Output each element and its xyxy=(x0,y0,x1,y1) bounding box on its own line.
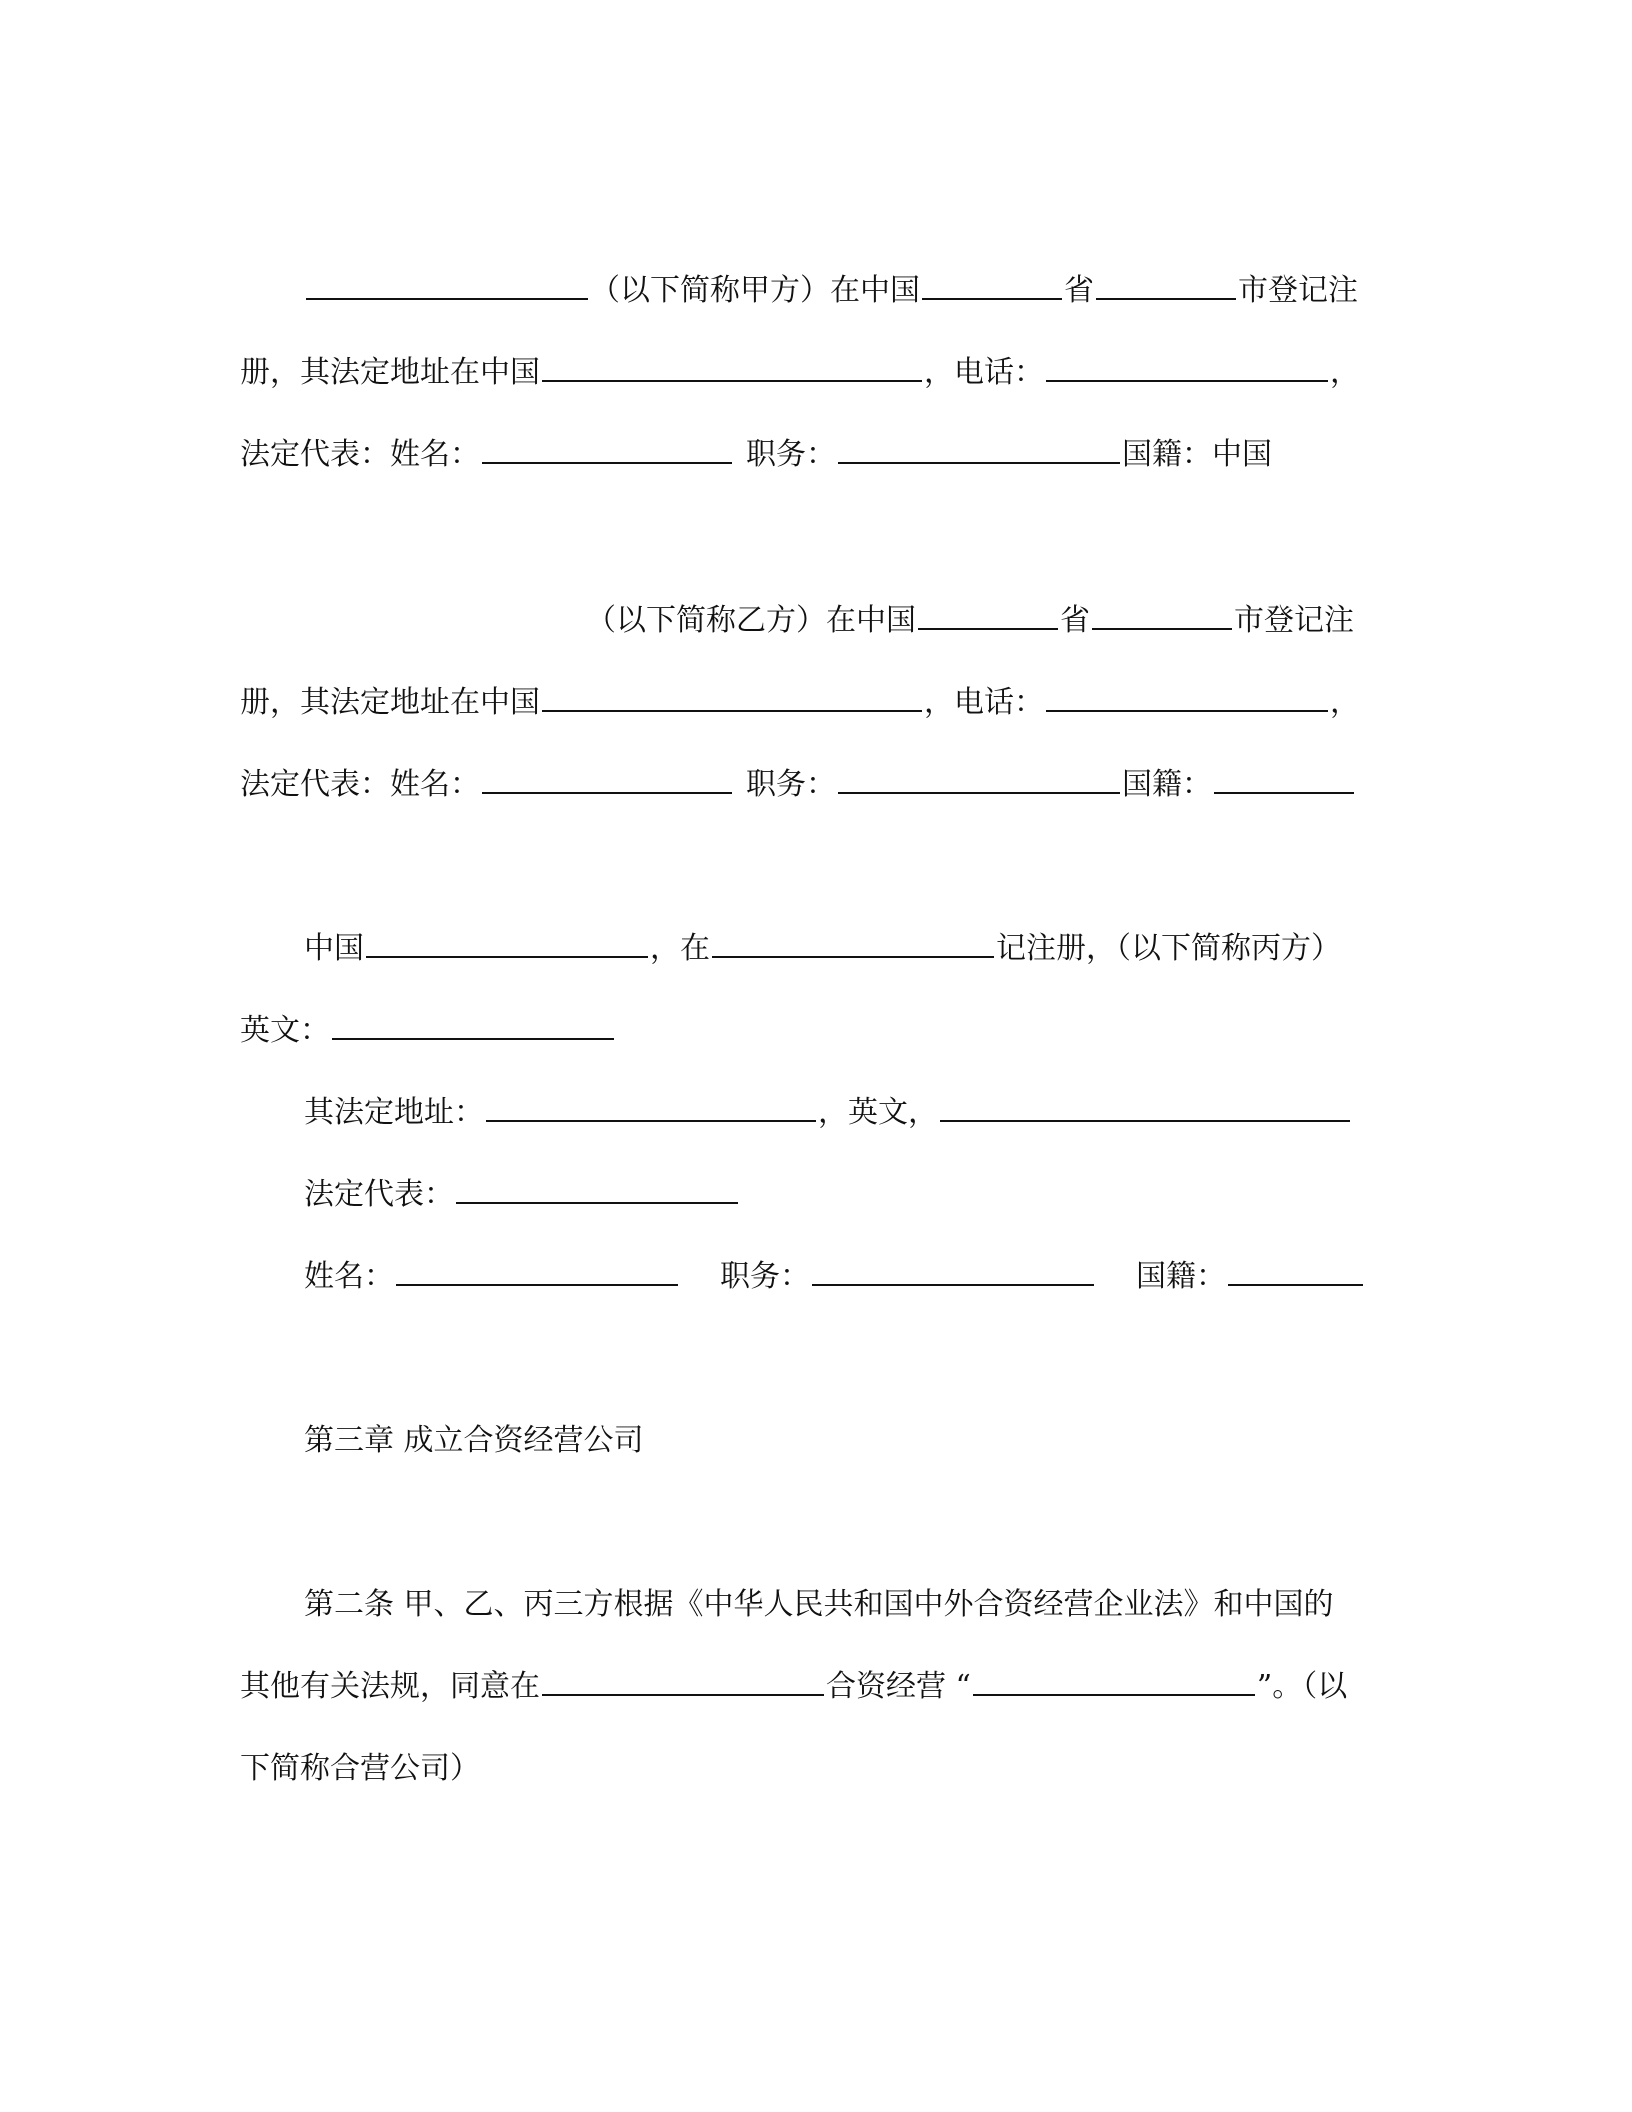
party-b-line-3: 法定代表：姓名： 职务： 国籍： xyxy=(240,760,1356,810)
jv-company-name-blank[interactable] xyxy=(973,1662,1255,1696)
article-2-line-1: 第二条 甲、乙、丙三方根据《中华人民共和国中外合资经营企业法》和中国的 xyxy=(304,1587,1334,1622)
party-a-city-blank[interactable] xyxy=(1096,266,1236,300)
party-c-nationality-blank[interactable] xyxy=(1228,1252,1363,1286)
party-a-address-blank[interactable] xyxy=(542,348,922,382)
party-a-rep-name-blank[interactable] xyxy=(482,430,732,464)
party-c-name-blank[interactable] xyxy=(366,924,648,958)
party-a-line-1: （以下简称甲方）在中国 省 市登记注 xyxy=(304,266,1358,316)
party-b-line-1: （以下简称乙方）在中国 省 市登记注 xyxy=(304,596,1354,646)
party-b-nationality-blank[interactable] xyxy=(1214,760,1354,794)
chapter-3-title: 第三章 成立合资经营公司 xyxy=(304,1423,644,1458)
party-c-location-blank[interactable] xyxy=(712,924,994,958)
party-c-title-blank[interactable] xyxy=(812,1252,1094,1286)
party-c-line-4: 法定代表： xyxy=(304,1170,740,1220)
party-c-english-address-blank[interactable] xyxy=(940,1088,1350,1122)
party-c-rep-name-blank[interactable] xyxy=(396,1252,678,1286)
party-b-title-blank[interactable] xyxy=(838,760,1120,794)
party-c-line-5: 姓名： 职务： 国籍： xyxy=(304,1252,1365,1302)
article-2-line-2: 其他有关法规，同意在 合资经营 “ ”。（以 xyxy=(240,1662,1347,1712)
party-b-city-blank[interactable] xyxy=(1092,596,1232,630)
party-b-province-blank[interactable] xyxy=(918,596,1058,630)
article-2-line-3: 下简称合营公司） xyxy=(240,1751,480,1786)
party-a-province-blank[interactable] xyxy=(922,266,1062,300)
party-a-title-blank[interactable] xyxy=(838,430,1120,464)
party-b-address-blank[interactable] xyxy=(542,678,922,712)
party-a-line-2: 册，其法定地址在中国 ，电话： ， xyxy=(240,348,1360,398)
party-c-line-1: 中国 ，在 记注册，（以下简称丙方） xyxy=(304,924,1341,974)
party-c-address-blank[interactable] xyxy=(486,1088,816,1122)
party-b-rep-name-blank[interactable] xyxy=(482,760,732,794)
jv-location-blank[interactable] xyxy=(542,1662,824,1696)
party-a-phone-blank[interactable] xyxy=(1046,348,1328,382)
party-b-line-2: 册，其法定地址在中国 ，电话： ， xyxy=(240,678,1360,728)
party-c-rep-blank[interactable] xyxy=(456,1170,738,1204)
party-c-line-2: 英文： xyxy=(240,1006,616,1056)
party-a-name-blank[interactable] xyxy=(306,266,588,300)
party-c-line-3: 其法定地址： ，英文， xyxy=(304,1088,1352,1138)
party-a-line-3: 法定代表：姓名： 职务： 国籍：中国 xyxy=(240,430,1272,480)
party-c-english-name-blank[interactable] xyxy=(332,1006,614,1040)
party-b-phone-blank[interactable] xyxy=(1046,678,1328,712)
